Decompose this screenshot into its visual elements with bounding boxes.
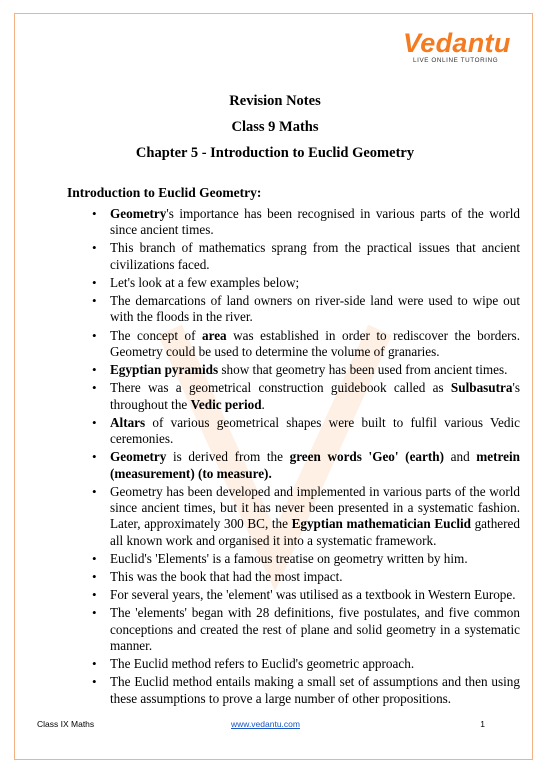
bullet-text: The Euclid method refers to Euclid's geometric approach.	[110, 656, 415, 672]
bullet-text: For several years, the 'element' was utilised as a textbook in Western Europe.	[110, 587, 516, 603]
bullet-item	[110, 587, 520, 603]
bullet-text: and	[444, 449, 477, 465]
footer-class-label: Class IX Maths	[37, 719, 95, 729]
bullet-item	[110, 206, 520, 239]
doc-class: Class 9 Maths	[231, 119, 319, 135]
bullet-text: This branch of mathematics sprang from the practical issues that ancient civilizations faced.	[110, 240, 520, 272]
bullet-item	[110, 449, 520, 482]
doc-chapter: Chapter 5 - Introduction to Euclid Geometry	[135, 145, 415, 161]
bullet-item	[110, 275, 520, 291]
bullet-text: 's throughout the	[110, 380, 520, 412]
bullet-text: Sulbasutra	[450, 380, 513, 396]
bullet-text: This was the book that had the most impact.	[110, 569, 343, 585]
bullet-text: is derived from the	[166, 449, 290, 465]
vedantu-logo	[403, 28, 513, 74]
bullet-text: area	[202, 327, 227, 343]
bullet-text: of various geometrical shapes were built to fulfil various Vedic ceremonies.	[110, 414, 520, 447]
bullet-text: 's importance has been recognised in various parts of the world since ancient times.	[110, 206, 520, 238]
bullet-text: .	[261, 396, 265, 412]
bullet-item	[110, 605, 520, 654]
bullet-text: The Euclid method entails making a small set of assumptions and then using these assumptions to prove a large number of other propositions.	[110, 674, 520, 706]
bullet-text: Let's look at a few examples below;	[110, 274, 300, 290]
page-number: 1	[480, 719, 485, 729]
bullet-text: The demarcations of land owners on river-side land were used to wipe out with the floods in the river.	[110, 293, 520, 325]
bullet-text: was established in order to rediscover the borders. Geometry could be used to determine the volume of granaries.	[110, 327, 520, 359]
bullet-text: Altars	[110, 414, 146, 430]
bullet-item	[110, 415, 520, 448]
logo-wordmark: Vedantu	[403, 28, 511, 58]
bullet-item	[110, 569, 520, 585]
bullet-item	[110, 551, 520, 567]
bullet-text: Egyptian mathematician Euclid	[291, 516, 471, 532]
logo-tagline: LIVE ONLINE TUTORING	[413, 57, 499, 64]
bullet-text: Geometry	[110, 449, 167, 465]
bullet-item	[110, 484, 520, 549]
bullet-item	[110, 293, 520, 326]
title-block	[0, 92, 550, 170]
bullet-text: gathered all known work and organised it into a systematic framework.	[110, 516, 520, 548]
bullet-text: The concept of	[110, 327, 202, 343]
bullet-text: Vedic period	[190, 396, 262, 412]
section-heading: Introduction to Euclid Geometry:	[67, 185, 262, 200]
doc-title: Revision Notes	[229, 93, 321, 109]
footer-website-link[interactable]: www.vedantu.com	[231, 719, 300, 729]
bullet-text: Geometry	[110, 206, 167, 221]
bullet-item	[110, 362, 520, 378]
bullet-item	[110, 656, 520, 672]
bullet-text: Egyptian pyramids	[110, 362, 219, 378]
bullet-item	[110, 674, 520, 707]
bullet-text: Euclid's 'Elements' is a famous treatise on geometry written by him.	[110, 550, 468, 566]
bullet-text: show that geometry has been used from ancient times.	[218, 362, 508, 378]
bullet-text: green words 'Geo' (earth)	[289, 449, 444, 465]
bullet-text: metrein (measurement) (to measure).	[110, 449, 520, 481]
page-footer	[37, 719, 485, 731]
bullet-text: There was a geometrical construction guidebook called as	[110, 380, 451, 396]
bullet-text: Geometry has been developed and implemented in various parts of the world since ancient times, but it has never been presented in a systematic fashion. Later, approximately 300 BC, the	[110, 483, 520, 532]
bullet-item	[110, 240, 520, 273]
bullet-text: The 'elements' began with 28 definitions, five postulates, and five common conceptions and created the rest of plane and solid geometry in a systematic manner.	[110, 605, 520, 653]
bullet-item	[110, 380, 520, 413]
bullet-list	[75, 206, 520, 709]
bullet-item	[110, 328, 520, 361]
